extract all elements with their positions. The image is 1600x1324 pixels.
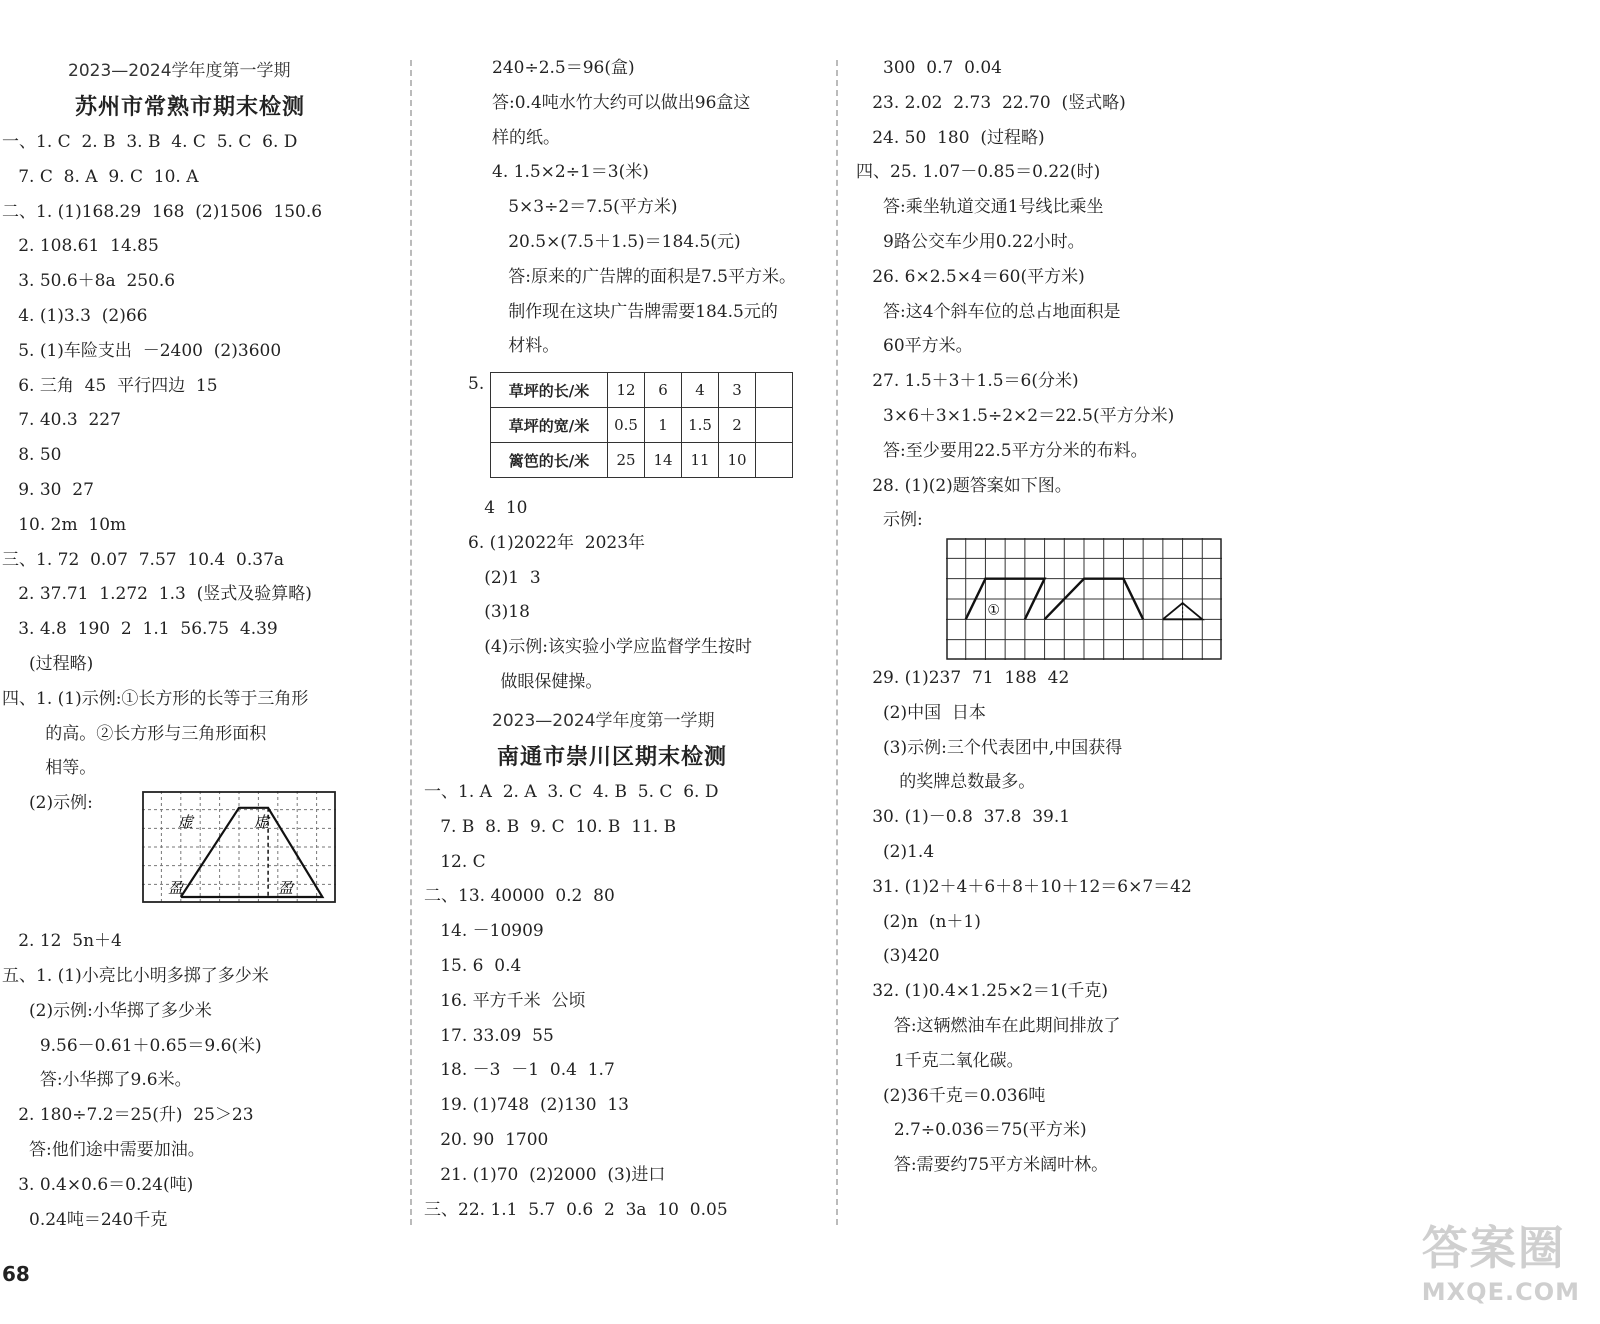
answer-line: 答:原来的广告牌的面积是7.5平方米。	[492, 266, 796, 287]
answer-line: 二、13. 40000 0.2 80	[424, 886, 615, 907]
answer-line: (2)1.4	[856, 842, 935, 862]
answer-line: 答:0.4吨水竹大约可以做出96盒这	[492, 92, 751, 113]
answer-line: 1千克二氧化碳。	[856, 1050, 1024, 1071]
table-row-header: 篱笆的长/米	[491, 443, 608, 478]
answer-line: 五、1. (1)小亮比小明多掷了多少米	[2, 966, 269, 986]
answer-line: 3. 50.6＋8a 250.6	[2, 271, 176, 292]
answer-line: 三、1. 72 0.07 7.57 10.4 0.37a	[2, 549, 285, 570]
table-row	[491, 373, 793, 408]
answer-line: 3×6＋3×1.5÷2×2＝22.5(平方分米)	[856, 406, 1175, 426]
table-cell	[756, 443, 793, 478]
year-header-1: 2023—2024学年度第一学期	[68, 61, 291, 81]
table-cell: 6	[645, 373, 682, 408]
answer-line: 30. (1)－0.8 37.8 39.1	[856, 807, 1071, 828]
answer-line: (2)1 3	[468, 567, 541, 588]
answer-line: 答:小华掷了9.6米。	[2, 1070, 192, 1091]
answer-line: (过程略)	[2, 654, 94, 674]
grid-figure-1	[142, 791, 336, 903]
answer-line: 2. 180÷7.2＝25(升) 25＞23	[2, 1105, 254, 1126]
answer-line: 四、25. 1.07－0.85＝0.22(时)	[856, 162, 1101, 183]
answer-line: 24. 50 180 (过程略)	[856, 127, 1045, 148]
answer-line: (4)示例:该实验小学应监督学生按时	[468, 637, 753, 658]
answer-line: 相等。	[2, 758, 97, 779]
answer-line: 15. 6 0.4	[424, 956, 522, 976]
answer-line: 6. 三角 45 平行四边 15	[2, 375, 218, 396]
answer-line: 23. 2.02 2.73 22.70 (竖式略)	[856, 92, 1126, 113]
answer-line: 2. 37.71 1.272 1.3 (竖式及验算略)	[2, 584, 312, 605]
answer-line: 9.56－0.61＋0.65＝9.6(米)	[2, 1035, 262, 1056]
answer-line: 一、1. C 2. B 3. B 4. C 5. C 6. D	[2, 132, 298, 152]
answer-line: 5. (1)车险支出 －2400 (2)3600	[2, 340, 282, 361]
answer-line: 示例:	[856, 510, 923, 531]
answer-line: (3)示例:三个代表团中,中国获得	[856, 737, 1123, 758]
answer-line: 答:乘坐轨道交通1号线比乘坐	[856, 197, 1104, 218]
table-cell: 10	[719, 443, 756, 478]
watermark-logo: 答案圈	[1421, 1221, 1566, 1275]
table-cell: 14	[645, 443, 682, 478]
watermark-url: MXQE.COM	[1421, 1278, 1580, 1306]
answer-line: 300 0.7 0.04	[856, 58, 1002, 78]
lawn-table	[490, 372, 793, 478]
answer-line: 4. (1)3.3 (2)66	[2, 306, 148, 326]
answer-line: 14. －10909	[424, 921, 544, 942]
answer-line: 16. 平方千米 公顷	[424, 990, 586, 1011]
answer-line: 一、1. A 2. A 3. C 4. B 5. C 6. D	[424, 782, 719, 802]
table-cell: 1	[645, 408, 682, 443]
answer-line: 做眼保健操。	[468, 672, 603, 692]
answer-line: 19. (1)748 (2)130 13	[424, 1095, 629, 1116]
table-row-header: 草坪的宽/米	[491, 408, 608, 443]
answer-line: 3. 0.4×0.6＝0.24(吨)	[2, 1174, 194, 1195]
table-cell: 0.5	[608, 408, 645, 443]
answer-line: 29. (1)237 71 188 42	[856, 668, 1070, 688]
exam-title-2: 南通市崇川区期末检测	[497, 745, 728, 770]
answer-line: 240÷2.5＝96(盒)	[492, 58, 635, 78]
answer-line: 材料。	[492, 336, 560, 357]
exam-title-1: 苏州市常熟市期末检测	[75, 95, 306, 120]
answer-line: 32. (1)0.4×1.25×2＝1(千克)	[856, 981, 1109, 1002]
answer-line: 9. 30 27	[2, 480, 94, 500]
answer-line: 2. 12 5n＋4	[2, 931, 122, 952]
answer-line: 6. (1)2022年 2023年	[468, 532, 646, 553]
grid-label: 盈	[278, 879, 294, 897]
diagram-trapezoid	[142, 791, 336, 903]
answer-line: 答:这4个斜车位的总占地面积是	[856, 301, 1121, 322]
answer-line: 9路公交车少用0.22小时。	[856, 232, 1085, 252]
diagram-shapes	[946, 538, 1222, 660]
table-cell: 2	[719, 408, 756, 443]
table-row-header: 草坪的长/米	[491, 373, 608, 408]
answer-line: 21. (1)70 (2)2000 (3)进口	[424, 1164, 666, 1185]
answer-line: 3. 4.8 190 2 1.1 56.75 4.39	[2, 619, 278, 640]
answer-line: (3)18	[468, 602, 530, 623]
answer-line: 7. B 8. B 9. C 10. B 11. B	[424, 816, 677, 837]
answer-line: 27. 1.5＋3＋1.5＝6(分米)	[856, 371, 1079, 392]
grid-label: 虚	[254, 813, 270, 831]
grid-figure-2	[946, 538, 1222, 660]
answer-line: (2)示例:小华掷了多少米	[2, 1000, 212, 1021]
table-cell: 12	[608, 373, 645, 408]
answer-line: 0.24吨＝240千克	[2, 1209, 168, 1230]
answer-line: 4. 1.5×2÷1＝3(米)	[492, 162, 649, 183]
table-cell: 4	[682, 373, 719, 408]
table-row	[491, 443, 793, 478]
answer-line: 二、1. (1)168.29 168 (2)1506 150.6	[2, 201, 323, 222]
answer-line: 10. 2m 10m	[2, 514, 127, 535]
answer-line: 四、1. (1)示例:①长方形的长等于三角形	[2, 688, 309, 709]
answer-line: 12. C	[424, 851, 486, 872]
table-cell: 3	[719, 373, 756, 408]
table-cell	[756, 373, 793, 408]
grid-label: 盈	[168, 879, 184, 897]
answer-line: 样的纸。	[492, 127, 560, 148]
answer-line: 三、22. 1.1 5.7 0.6 2 3a 10 0.05	[424, 1199, 728, 1220]
answer-line: (2)示例:	[2, 793, 93, 814]
table-number: 5.	[468, 374, 485, 394]
table-cell: 11	[682, 443, 719, 478]
answer-line: 60平方米。	[856, 336, 973, 357]
column-divider	[410, 60, 412, 1225]
answer-line: 答:这辆燃油车在此期间排放了	[856, 1016, 1121, 1036]
answer-line: 答:他们途中需要加油。	[2, 1140, 205, 1160]
grid-label: 虚	[178, 813, 194, 831]
answer-line: 的高。②长方形与三角形面积	[2, 723, 267, 744]
answer-line: 26. 6×2.5×4＝60(平方米)	[856, 266, 1085, 287]
answer-line: 答:需要约75平方米阔叶林。	[856, 1155, 1109, 1176]
grid-label: ①	[987, 602, 1000, 619]
answer-line: 制作现在这块广告牌需要184.5元的	[492, 301, 778, 322]
watermark	[1422, 1212, 1580, 1306]
answer-line: 2.7÷0.036＝75(平方米)	[856, 1120, 1087, 1141]
answer-line: 答:至少要用22.5平方分米的布料。	[856, 440, 1148, 461]
year-header-2: 2023—2024学年度第一学期	[492, 711, 715, 731]
answer-line: 7. 40.3 227	[2, 410, 121, 431]
table-cell: 1.5	[682, 408, 719, 443]
answer-line: 28. (1)(2)题答案如下图。	[856, 475, 1072, 496]
answer-line: 31. (1)2＋4＋6＋8＋10＋12＝6×7＝42	[856, 876, 1192, 897]
answer-line: 2. 108.61 14.85	[2, 236, 159, 257]
table-row	[491, 408, 793, 443]
page-number: 68	[2, 1262, 30, 1286]
answer-line: 8. 50	[2, 445, 62, 466]
answer-line: 18. －3 －1 0.4 1.7	[424, 1060, 615, 1081]
table-cell: 25	[608, 443, 645, 478]
answer-line: (2)n (n＋1)	[856, 911, 981, 932]
answer-line: 20. 90 1700	[424, 1130, 549, 1150]
answer-line: 的奖牌总数最多。	[856, 772, 1036, 793]
answer-line: 20.5×(7.5＋1.5)＝184.5(元)	[492, 232, 741, 252]
column-divider	[836, 60, 838, 1225]
answer-line: 5×3÷2＝7.5(平方米)	[492, 197, 678, 218]
answer-line: (2)36千克＝0.036吨	[856, 1085, 1046, 1106]
answer-line: (2)中国 日本	[856, 702, 986, 723]
answer-line: 7. C 8. A 9. C 10. A	[2, 166, 199, 187]
table-cell	[756, 408, 793, 443]
answer-line: 17. 33.09 55	[424, 1025, 554, 1046]
answer-line: (3)420	[856, 946, 940, 967]
answer-line: 4 10	[468, 498, 528, 518]
